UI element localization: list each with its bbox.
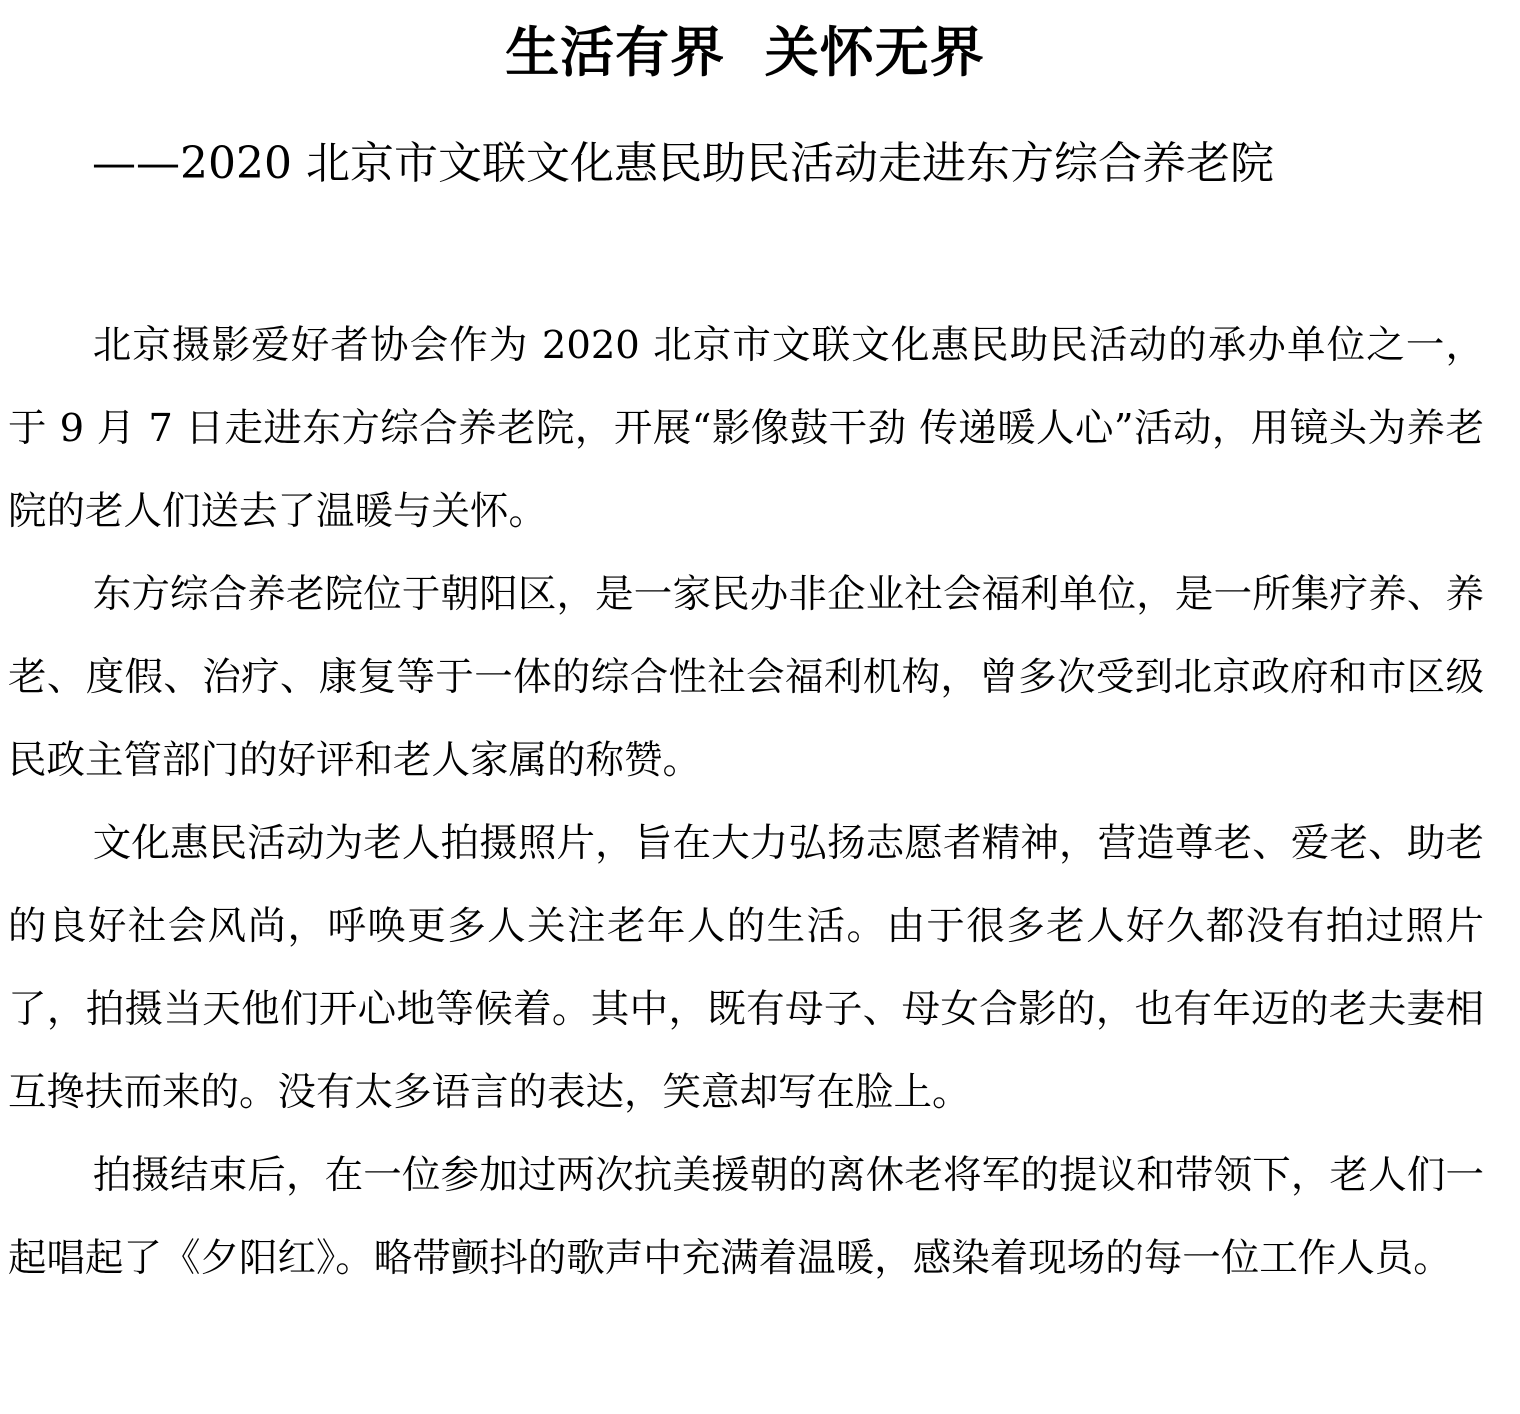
paragraph-2: 东方综合养老院位于朝阳区，是一家民办非企业社会福利单位，是一所集疗养、养老、度假、治疗、康复等于一体的综合性社会福利机构，曾多次受到北京政府和市区级民政主管部门的好评和老人家属的称赞。 [8,572,1484,783]
document-subtitle: ——2020 北京市文联文化惠民助民活动走进东方综合养老院 [92,138,1274,189]
document-body [8,304,1484,1300]
document-title: 生活有界 关怀无界 [505,21,985,84]
paragraph-1: 北京摄影爱好者协会作为 2020 北京市文联文化惠民助民活动的承办单位之一，于 9 月 7 日走进东方综合养老院，开展“影像鼓干劲 传递暖人心”活动，用镜头为养老院的老人们送去了温暖与关怀。 [8,323,1484,534]
paragraph-3: 文化惠民活动为老人拍摄照片，旨在大力弘扬志愿者精神，营造尊老、爱老、助老的良好社会风尚，呼唤更多人关注老年人的生活。由于很多老人好久都没有拍过照片了，拍摄当天他们开心地等候着。其中，既有母子、母女合影的，也有年迈的老夫妻相互搀扶而来的。没有太多语言的表达，笑意却写在脸上。 [8,821,1484,1115]
paragraph-4: 拍摄结束后，在一位参加过两次抗美援朝的离休老将军的提议和带领下，老人们一起唱起了《夕阳红》。略带颤抖的歌声中充满着温暖，感染着现场的每一位工作人员。 [8,1153,1484,1281]
